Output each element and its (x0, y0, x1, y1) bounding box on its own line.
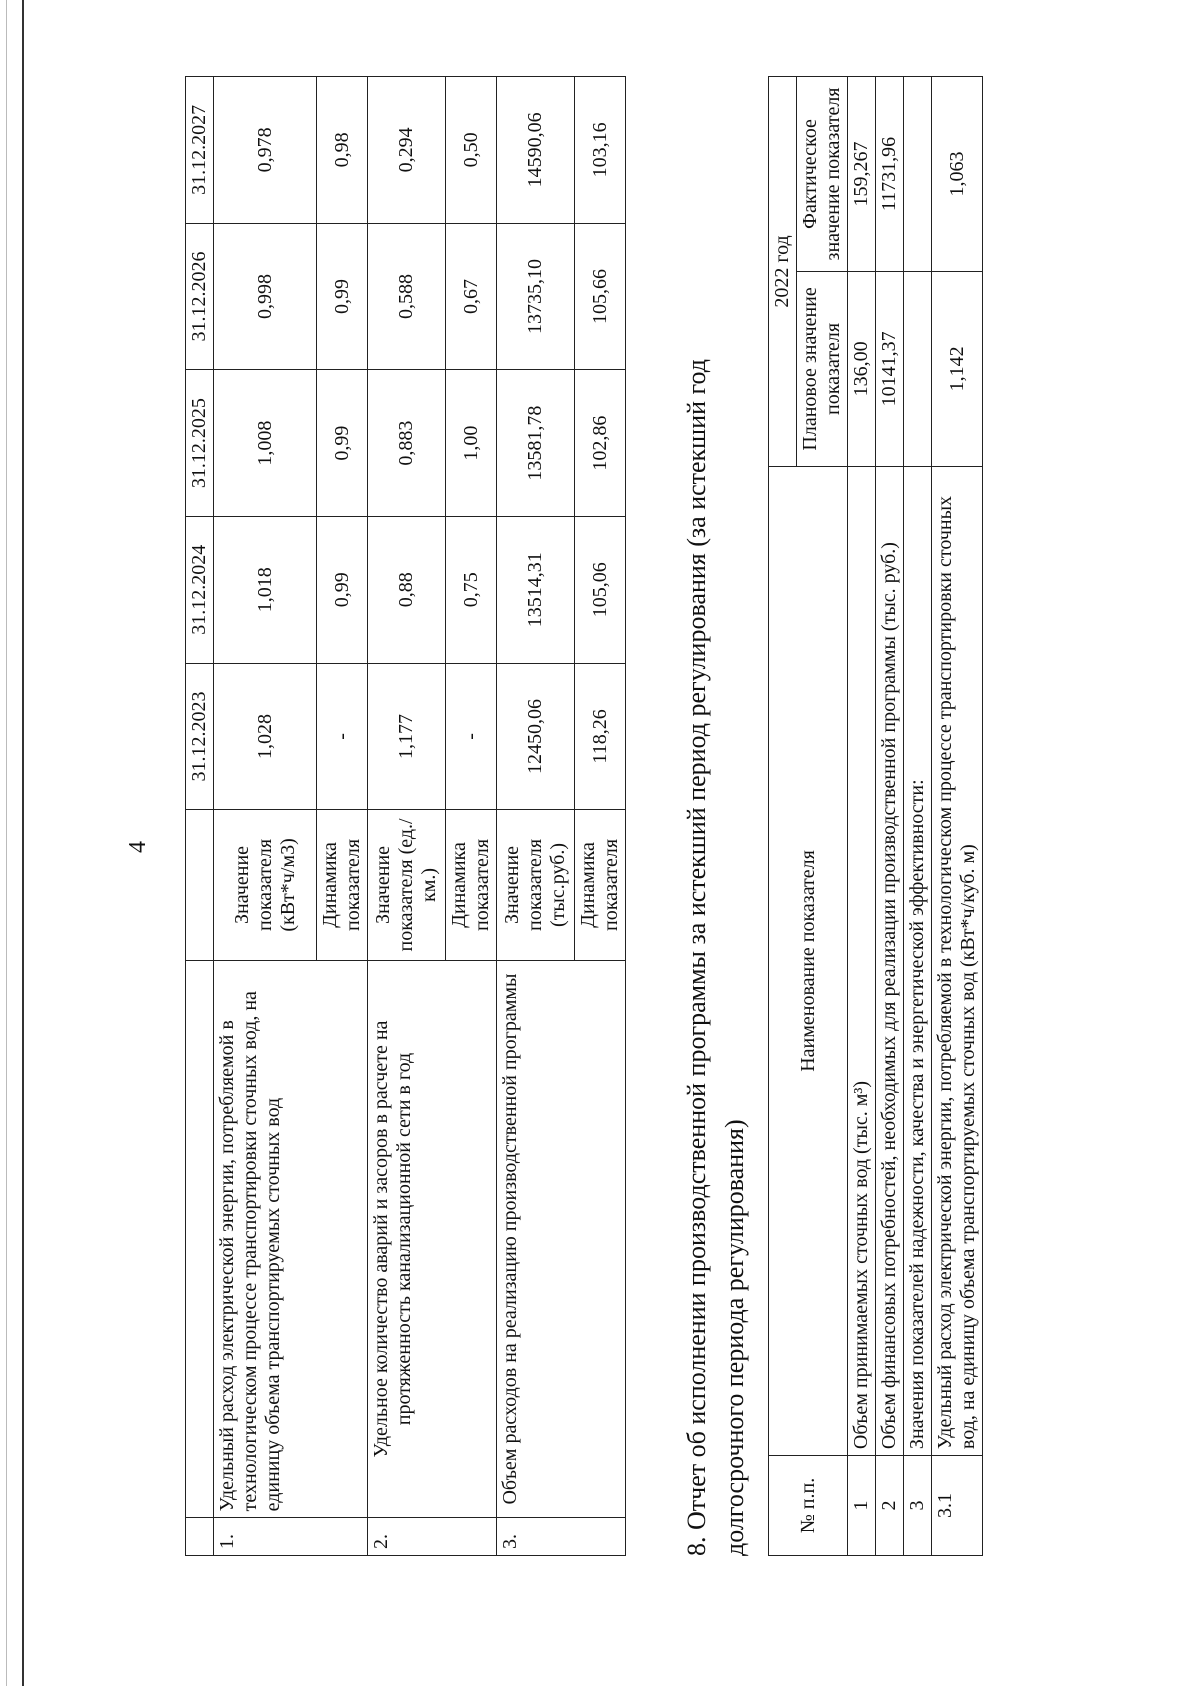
date-header: 31.12.2024 (186, 516, 214, 663)
page-number: 4 (125, 841, 151, 853)
indicator-name: Значения показателей надежности, качества и энергетической эффективности: (904, 466, 932, 1455)
value-cell: 13735,10 (497, 223, 575, 370)
dynamics-cell: - (446, 663, 497, 810)
fact-value: 159,267 (848, 77, 876, 272)
row-number: 3.1 (932, 1456, 983, 1556)
row-number: 3 (904, 1456, 932, 1556)
date-header: 31.12.2023 (186, 663, 214, 810)
date-header: 31.12.2025 (186, 370, 214, 517)
dynamics-cell: 0,75 (446, 516, 497, 663)
value-cell: 1,018 (214, 516, 317, 663)
dynamics-cell: 105,06 (575, 516, 626, 663)
value-cell: 1,008 (214, 370, 317, 517)
fact-value (904, 77, 932, 272)
performance-indicators-table (185, 76, 626, 1556)
row-number: 2 (876, 1456, 904, 1556)
plan-value: 1,142 (932, 271, 983, 466)
dynamics-label: Динамика показателя (446, 810, 497, 960)
dynamics-cell: 0,67 (446, 223, 497, 370)
dynamics-cell: 0,98 (317, 77, 368, 224)
value-cell: 13581,78 (497, 370, 575, 517)
value-cell: 0,978 (214, 77, 317, 224)
program-execution-report-table (768, 76, 983, 1556)
dynamics-cell: 0,99 (317, 516, 368, 663)
table-row (904, 77, 932, 1556)
table-row (214, 77, 317, 1556)
value-cell: 0,883 (368, 370, 446, 517)
dynamics-label: Динамика показателя (575, 810, 626, 960)
table-header-row (769, 77, 797, 1556)
column-header-fact: Фактическое значение показателя (797, 77, 848, 272)
dynamics-cell: 105,66 (575, 223, 626, 370)
plan-value: 10141,37 (876, 271, 904, 466)
indicator-name: Объем принимаемых сточных вод (тыс. м³) (848, 466, 876, 1455)
table-row (848, 77, 876, 1556)
table-row (932, 77, 983, 1556)
dynamics-cell: 1,00 (446, 370, 497, 517)
value-cell: 0,998 (214, 223, 317, 370)
column-header-year: 2022 год (769, 77, 797, 467)
value-cell: 14590,06 (497, 77, 575, 224)
dynamics-cell: - (317, 663, 368, 810)
fact-value: 11731,96 (876, 77, 904, 272)
indicator-name: Удельное количество аварий и засоров в расчете на протяженность канализационной сети в год (368, 960, 497, 1518)
row-number: 3. (497, 1518, 626, 1556)
column-header-name: Наименование показателя (769, 466, 848, 1455)
row-number: 2. (368, 1518, 497, 1556)
row-number: 1. (214, 1518, 368, 1556)
value-cell: 12450,06 (497, 663, 575, 810)
plan-value: 136,00 (848, 271, 876, 466)
section-title-line: долгосрочного периода регулирования) (719, 1119, 749, 1556)
dynamics-cell: 0,50 (446, 77, 497, 224)
dynamics-cell: 102,86 (575, 370, 626, 517)
value-cell: 13514,31 (497, 516, 575, 663)
date-header: 31.12.2027 (186, 77, 214, 224)
value-label: Значение показателя (кВт*ч/м3) (214, 810, 317, 960)
table-row (497, 77, 575, 1556)
indicator-name: Удельный расход электрической энергии, потребляемой в технологическом процессе транспортировки сточных вод, на единицу объема транспортируемых сточных вод (кВт*ч/куб. м) (932, 466, 983, 1455)
indicator-name: Объем финансовых потребностей, необходимых для реализации производственной программы (тыс. руб.) (876, 466, 904, 1455)
date-header: 31.12.2026 (186, 223, 214, 370)
indicator-name: Объем расходов на реализацию производственной программы (497, 960, 626, 1518)
fact-value: 1,063 (932, 77, 983, 272)
column-header-plan: Плановое значение показателя (797, 271, 848, 466)
dynamics-cell: 0,99 (317, 370, 368, 517)
row-number: 1 (848, 1456, 876, 1556)
value-cell: 1,028 (214, 663, 317, 810)
value-label: Значение показателя (тыс.руб.) (497, 810, 575, 960)
value-cell: 0,294 (368, 77, 446, 224)
section-8-title (678, 66, 753, 1556)
table-row (368, 77, 446, 1556)
dynamics-cell: 0,99 (317, 223, 368, 370)
table-header-row (186, 77, 214, 1556)
value-cell: 1,177 (368, 663, 446, 810)
dynamics-cell: 118,26 (575, 663, 626, 810)
dynamics-cell: 103,16 (575, 77, 626, 224)
indicator-name: Удельный расход электрической энергии, потребляемой в технологическом процессе транспортировки сточных вод, на единицу объема транспортируемых сточных вод (214, 960, 368, 1518)
value-cell: 0,88 (368, 516, 446, 663)
value-label: Значение показателя (ед./км.) (368, 810, 446, 960)
dynamics-label: Динамика показателя (317, 810, 368, 960)
table-row (876, 77, 904, 1556)
section-title-line: 8. Отчет об исполнении производственной программы за истекший период регулирования (за истекший год (682, 358, 711, 1556)
column-header-number: № п.п. (769, 1456, 848, 1556)
plan-value (904, 271, 932, 466)
value-cell: 0,588 (368, 223, 446, 370)
